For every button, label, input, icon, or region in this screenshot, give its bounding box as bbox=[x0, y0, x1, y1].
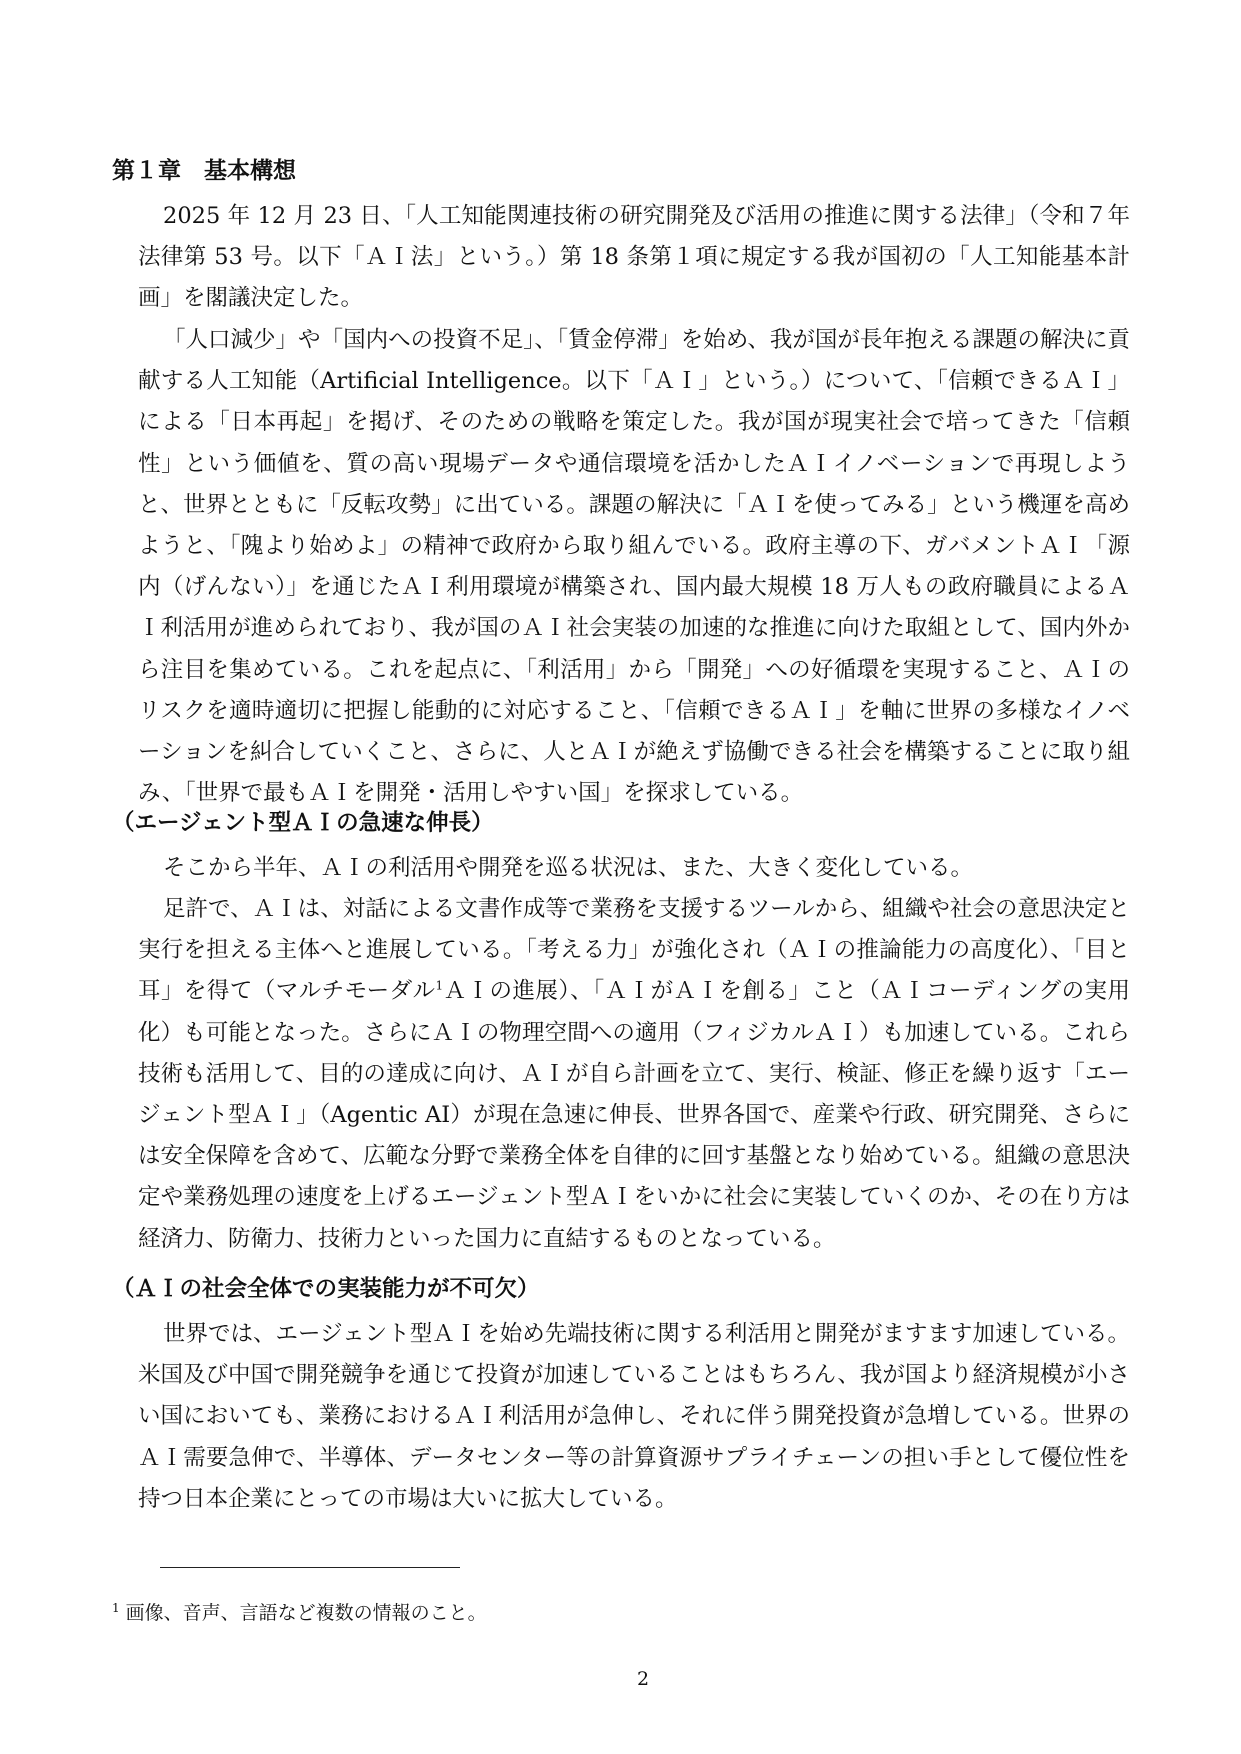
footnote-text: 画像、音声、言語など複数の情報のこと。 bbox=[125, 1602, 487, 1624]
footnote-reference: 1 bbox=[435, 978, 444, 993]
page-number: 2 bbox=[636, 1668, 650, 1690]
intro-paragraph-1: 2025 年 12 月 23 日、「人工知能関連技術の研究開発及び活用の推進に関する法律」（令和７年法律第 53 号。以下「ＡＩ法」という。）第 18 条第１項に規定する我が国初の「人工知能基本計画」を閣議決定した。 bbox=[138, 203, 1130, 312]
footnote-marker: 1 bbox=[112, 1600, 120, 1615]
implementation-paragraph: 世界では、エージェント型ＡＩを始め先端技術に関する利活用と開発がますます加速している。米国及び中国で開発競争を通じて投資が加速していることはもちろん、我が国より経済規模が小さい国においても、業務におけるＡＩ利活用が急伸し、それに伴う開発投資が急増している。世界のＡＩ需要急伸で、半導体、データセンター等の計算資源サプライチェーンの担い手として優位性を持つ日本企業にとっての市場は大いに拡大している。 bbox=[138, 1321, 1130, 1512]
section-heading-implementation: （ＡＩの社会全体での実装能力が不可欠） bbox=[112, 1276, 540, 1302]
agentic-ai-paragraph-1: そこから半年、ＡＩの利活用や開発を巡る状況は、また、大きく変化している。 bbox=[163, 855, 974, 881]
chapter-title: 第１章 基本構想 bbox=[112, 158, 296, 184]
agentic-ai-paragraph-2-part2: ＡＩの進展）、「ＡＩがＡＩを創る」こと（ＡＩコーディングの実用化）も可能となった。さらにＡＩの物理空間への適用（フィジカルＡＩ）も加速している。これら技術も活用して、目的の達成に向け、ＡＩが自ら計画を立て、実行、検証、修正を繰り返す「エージェント型ＡＩ」（Agentic AI）が現在急速に伸長、世界各国で、産業や行政、研究開発、さらには安全保障を含めて、広範な分野で業務全体を自律的に回す基盤となり始めている。組織の意思決定や業務処理の速度を上げるエージェント型ＡＩをいかに社会に実装していくのか、その在り方は経済力、防衛力、技術力といった国力に直結するものとなっている。 bbox=[138, 978, 1130, 1252]
footnote-divider bbox=[160, 1567, 460, 1568]
footnote bbox=[112, 1599, 487, 1627]
section-heading-agentic-ai: （エージェント型ＡＩの急速な伸長） bbox=[112, 810, 494, 836]
agentic-ai-paragraph-2-part1: 足許で、ＡＩは、対話による文書作成等で業務を支援するツールから、組織や社会の意思決定と実行を担える主体へと進展している。「考える力」が強化され（ＡＩの推論能力の高度化）、「目と耳」を得て（マルチモーダル bbox=[138, 896, 1130, 1005]
agentic-ai-paragraph-2 bbox=[138, 889, 1130, 1260]
intro-paragraph-2: 「人口減少」や「国内への投資不足」、「賃金停滞」を始め、我が国が長年抱える課題の解決に貢献する人工知能（Artificial Intelligence。以下「ＡＩ」という。）について、「信頼できるＡＩ」による「日本再起」を掲げ、そのための戦略を策定した。我が国が現実社会で培ってきた「信頼性」という価値を、質の高い現場データや通信環境を活かしたＡＩイノベーションで再現しようと、世界とともに「反転攻勢」に出ている。課題の解決に「ＡＩを使ってみる」という機運を高めようと、「隗より始めよ」の精神で政府から取り組んでいる。政府主導の下、ガバメントＡＩ「源内（げんない）」を通じたＡＩ利用環境が構築され、国内最大規模 18 万人もの政府職員によるＡＩ利活用が進められており、我が国のＡＩ社会実装の加速的な推進に向けた取組として、国内外から注目を集めている。これを起点に、「利活用」から「開発」への好循環を実現すること、ＡＩのリスクを適時適切に把握し能動的に対応すること、「信頼できるＡＩ」を軸に世界の多様なイノベーションを糾合していくこと、さらに、人とＡＩが絶えず協働できる社会を構築することに取り組み、「世界で最もＡＩを開発・活用しやすい国」を探求している。 bbox=[138, 327, 1130, 807]
